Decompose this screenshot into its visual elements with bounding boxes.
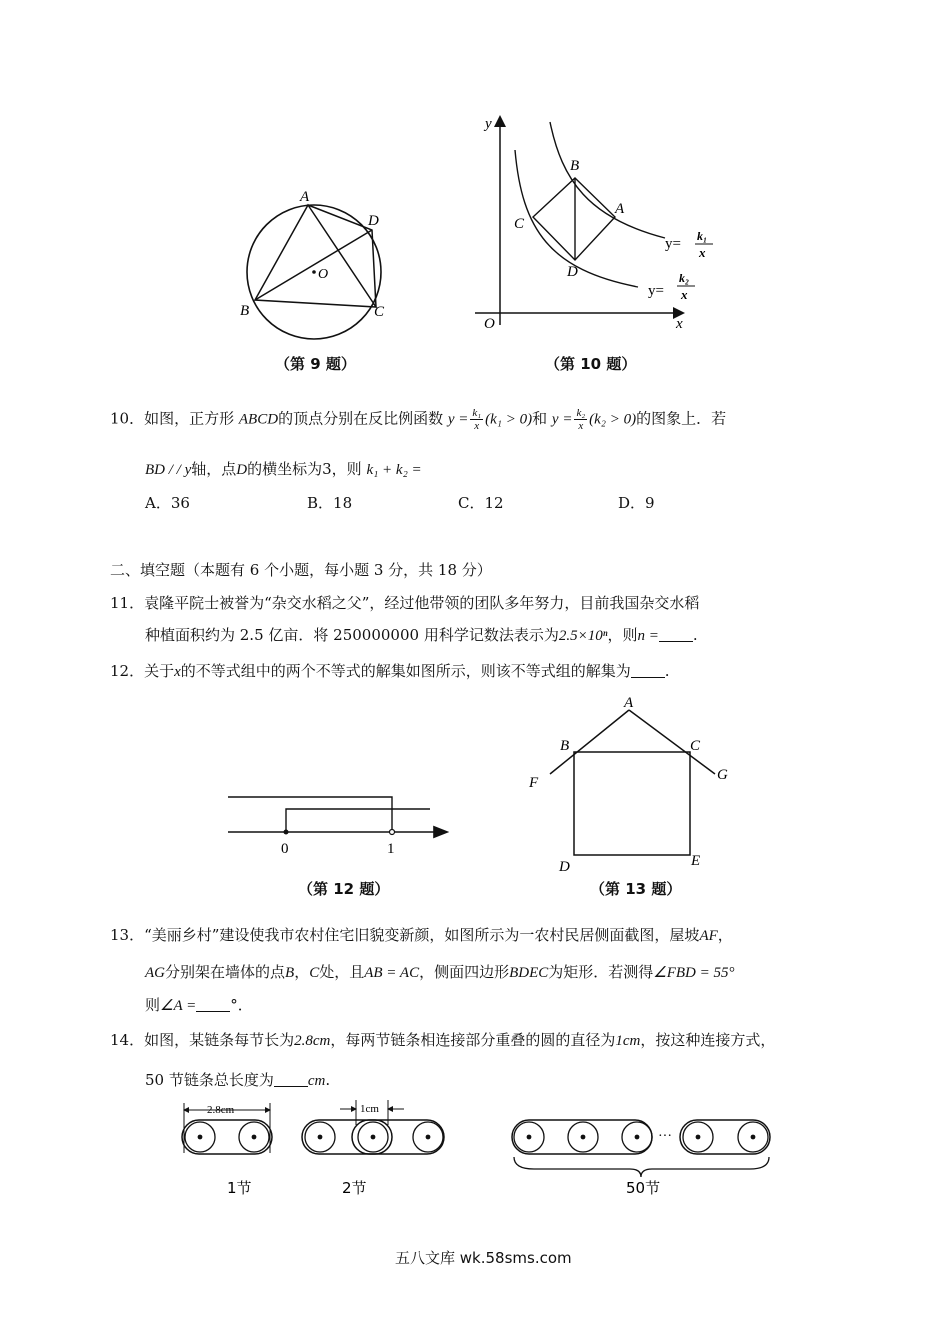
fig9-segment-bd (255, 230, 372, 300)
figure-9 (238, 185, 398, 355)
fig13-caption: （第 13 题） (590, 880, 682, 898)
q10-option-d: D．9 (618, 494, 655, 512)
fig10-label-y: y (485, 116, 492, 132)
fig12-caption: （第 12 题） (298, 880, 390, 898)
fig10-label-o: O (484, 316, 495, 332)
q10-f1-lhs: y = (447, 411, 469, 428)
q14-length: 2.8cm (294, 1033, 331, 1049)
q10-option-a: A．36 (145, 494, 190, 512)
question-13-line2 (145, 962, 735, 983)
question-10-line2 (145, 459, 422, 480)
q12-number: 12． (110, 662, 145, 680)
q13-angle-a: ∠A = (160, 998, 197, 1014)
fig10-label-a: A (615, 201, 625, 217)
q14-unit: cm (307, 1073, 326, 1089)
q11-number: 11． (110, 594, 145, 612)
fig12-tick-0: 0 (281, 841, 289, 857)
q10-text-a: 如图，正方形 (144, 409, 235, 428)
question-11-line2 (145, 625, 698, 646)
fig9-center-point (312, 270, 316, 274)
q10-option-b: B．18 (307, 494, 353, 512)
q11-end: . (692, 626, 698, 644)
q14-answer-blank[interactable] (274, 1072, 308, 1087)
fig12-range-lower (286, 809, 430, 832)
q11-text-2b: ，则 (607, 626, 638, 644)
fig14-chain-50-links (512, 1120, 770, 1177)
q14-text-1c: ，按这种连接方式， (640, 1031, 776, 1049)
q10-line2-a: 轴，点 (191, 460, 237, 478)
q12-answer-blank[interactable] (631, 663, 665, 678)
q13-sep: ， (294, 963, 310, 981)
fig9-caption: （第 9 题） (275, 355, 356, 373)
q10-option-c: C．12 (458, 494, 504, 512)
q13-bdec: BDEC (509, 965, 549, 981)
q13-answer-blank[interactable] (196, 997, 230, 1012)
q10-f1-num: k₁ (472, 407, 482, 419)
fig12-range-upper (228, 797, 392, 832)
fig10-label-d: D (567, 264, 578, 280)
fig12-point-1 (390, 830, 395, 835)
q14-text-1a: 如图，某链条每节长为 (144, 1031, 295, 1049)
q10-f2-lhs: y = (551, 411, 573, 428)
fig9-label-b: B (240, 303, 250, 319)
q12-end: . (664, 662, 670, 680)
question-14-line2 (145, 1070, 330, 1091)
q10-f1-cond: (k₁ > 0) (485, 411, 533, 428)
q10-text-d: 的图象上．若 (636, 409, 727, 428)
figure-14 (170, 1095, 790, 1205)
fig14-dim-2-8cm: 2.8cm (207, 1104, 235, 1116)
q14-text-2end: . (325, 1071, 331, 1089)
q13-text-3end: °． (230, 996, 253, 1014)
q13-text-2e: ，侧面四边形 (419, 963, 510, 981)
q13-point-c: C (309, 965, 320, 981)
q11-text-2a: 种植面积约为 2.5 亿亩．将 250000000 用科学记数法表示为 (145, 626, 559, 644)
fig9-label-d: D (368, 213, 379, 229)
question-12 (110, 661, 670, 682)
fig13-label-c: C (690, 738, 701, 754)
fig9-label-c: C (374, 304, 385, 320)
fig13-label-e: E (691, 853, 701, 869)
q10-text-b: 的顶点分别在反比例函数 (278, 409, 444, 428)
fig9-label-a: A (300, 189, 310, 205)
fig13-rectangle-bdec (574, 752, 690, 855)
q13-number: 13． (110, 926, 145, 944)
q13-angle-fbd: ∠FBD = 55° (653, 965, 735, 981)
section-2-title: 二、填空题（本题有 6 个小题，每小题 3 分，共 18 分） (110, 561, 492, 579)
q10-point-d: D (236, 462, 248, 478)
figure-12 (222, 785, 462, 865)
fig9-label-o: O (318, 267, 329, 282)
q13-text-2f: 为矩形．若测得 (548, 963, 654, 981)
fig10-curve1-num: k₁ (697, 229, 708, 243)
q10-f1-den: x (474, 420, 480, 432)
q10-f2-frac (574, 407, 587, 432)
fig12-point-0 (284, 830, 289, 835)
fig13-label-f: F (529, 775, 539, 791)
q11-expr: 2.5×10ⁿ (558, 628, 608, 644)
q10-abcd: ABCD (238, 411, 279, 428)
fig13-label-g: G (717, 767, 728, 783)
fig14-ellipsis: ··· (658, 1129, 672, 1144)
fig10-curve2-den: x (681, 287, 688, 302)
fig10-label-c: C (514, 216, 525, 232)
q10-f1-frac (470, 407, 483, 432)
fig13-label-d: D (559, 859, 570, 875)
q13-point-b: B (285, 965, 295, 981)
footer-watermark: 五八文库 wk.58sms.com (395, 1249, 572, 1267)
q14-text-1b: ，每两节链条相连接部分重叠的圆的直径为 (330, 1031, 616, 1049)
fig14-label-2: 2节 (342, 1179, 367, 1197)
fig10-label-b: B (570, 158, 580, 174)
fig10-curve2-num: k₂ (679, 271, 690, 285)
q11-n: n = (637, 628, 659, 644)
q14-diameter: 1cm (615, 1033, 641, 1049)
q10-f2-den: x (578, 420, 584, 432)
q13-text-3a: 则 (145, 996, 161, 1014)
q14-number: 14． (110, 1031, 145, 1049)
fig10-curve2-label: y= (648, 283, 664, 299)
fig10-curve-k1 (550, 122, 665, 238)
question-13-line1 (110, 925, 733, 946)
question-14-line1 (110, 1030, 775, 1051)
q10-bd-parallel: BD / / y (145, 462, 192, 478)
fig14-label-50: 50节 (626, 1179, 661, 1197)
fig10-square-abcd (533, 178, 615, 260)
question-10-line1 (110, 407, 726, 432)
q10-line2-b: 的横坐标为3，则 (247, 460, 362, 478)
q11-answer-blank[interactable] (659, 627, 693, 642)
fig14-dim-1cm: 1cm (360, 1103, 379, 1115)
q13-af: AF (699, 928, 718, 944)
fig10-label-x: x (676, 316, 683, 332)
question-13-line3 (145, 995, 253, 1016)
fig10-caption: （第 10 题） (545, 355, 637, 373)
fig13-label-a: A (624, 695, 634, 711)
q10-number: 10． (110, 409, 145, 428)
q12-text-a: 关于 (144, 662, 175, 680)
q10-text-c: 和 (532, 409, 548, 428)
q12-x: x (174, 664, 181, 680)
q10-f2-cond: (k₂ > 0) (589, 411, 637, 428)
q13-text-1end: ， (717, 926, 733, 944)
q13-ag: AG (145, 965, 165, 981)
q13-text-1a: “美丽乡村”建设使我市农村住宅旧貌变新颜，如图所示为一农村民居侧面截图，屋坡 (144, 926, 700, 944)
q12-text-b: 的不等式组中的两个不等式的解集如图所示，则该不等式组的解集为 (180, 662, 631, 680)
figure-13 (522, 693, 742, 878)
q13-text-2a: 分别架在墙体的点 (165, 963, 286, 981)
q10-f2-num: k₂ (576, 407, 586, 419)
question-11-line1 (110, 593, 699, 613)
fig10-curve1-label: y= (665, 236, 681, 252)
fig13-label-b: B (560, 738, 570, 754)
q10-k-sum: k₁ + k₂ = (366, 462, 422, 478)
fig10-curve1-den: x (699, 245, 706, 260)
q13-text-2d: 处，且 (319, 963, 365, 981)
figure-10 (470, 110, 730, 335)
fig14-label-1: 1节 (227, 1179, 252, 1197)
fig12-tick-1: 1 (387, 841, 395, 857)
q14-text-2a: 50 节链条总长度为 (145, 1071, 274, 1089)
q11-text-1: 袁隆平院士被誉为“杂交水稻之父”，经过他带领的团队多年努力，目前我国杂交水稻 (144, 594, 700, 612)
q13-ab-eq-ac: AB = AC (364, 965, 420, 981)
fig13-roof-ag (629, 710, 715, 774)
